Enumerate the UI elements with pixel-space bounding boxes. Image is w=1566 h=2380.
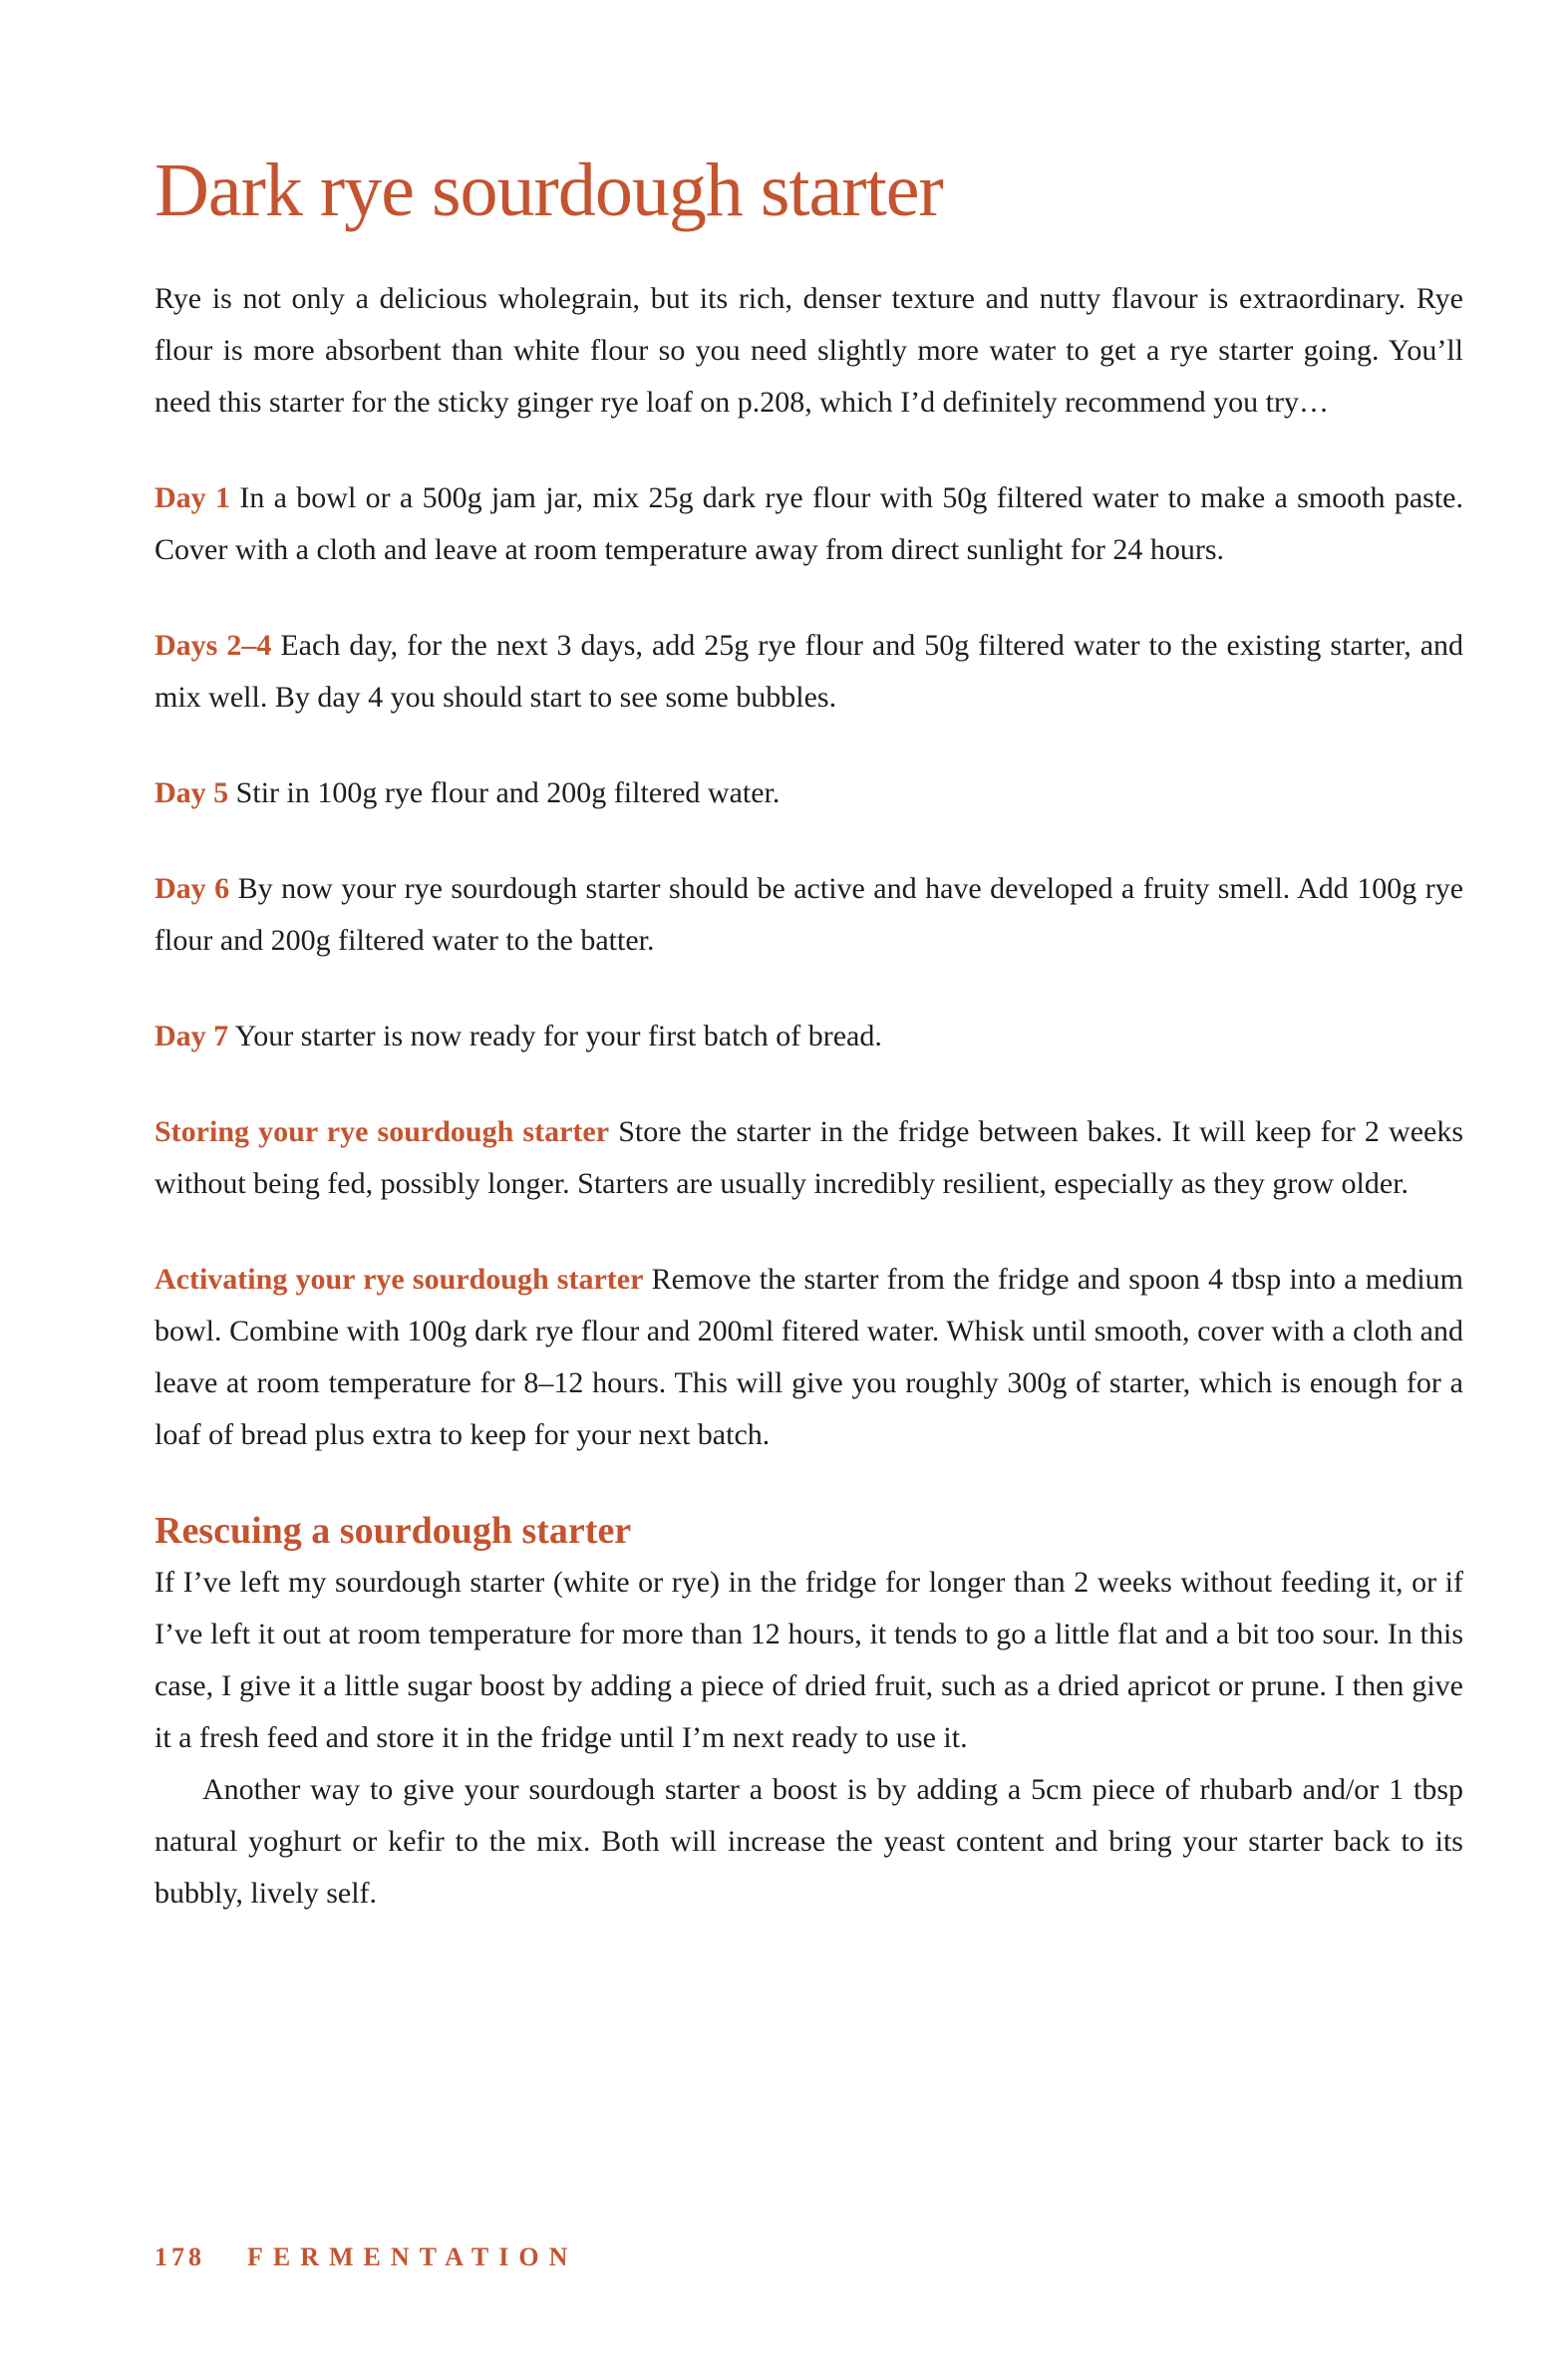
step-label-day-7: Day 7 [155, 1019, 229, 1052]
step-text-day-7: Your starter is now ready for your first batch of bread. [234, 1019, 882, 1052]
rescue-paragraph-2: Another way to give your sourdough starter a boost is by adding a 5cm piece of rhubarb and/or 1 tbsp natural yoghurt or kefir to the mix. Both will increase the yeast content and bring your starter back to its bubbly, lively self. [155, 1772, 1463, 1910]
step-label-day-1: Day 1 [155, 480, 230, 514]
rescue-paragraph-1: If I’ve left my sourdough starter (white or rye) in the fridge for longer than 2 weeks without feeding it, or if I’ve left it out at room temperature for more than 12 hours, it tends to go a little flat and a bit too sour. In this case, I give it a little sugar boost by adding a piece of dried fruit, such as a dried apricot or prune. I then give it a fresh feed and store it in the fridge until I’m next ready to use it. [155, 1565, 1463, 1754]
step-day-5 [155, 767, 1463, 819]
intro-paragraph: Rye is not only a delicious wholegrain, but its rich, denser texture and nutty flavour is extraordinary. Rye flour is more absorbent than white flour so you need slightly more water to get a rye starter going. You’ll need this starter for the sticky ginger rye loaf on p.208, which I’d definitely recommend you try… [155, 281, 1463, 419]
step-day-7 [155, 1011, 1463, 1062]
storing-text: Store the starter in the fridge between bakes. It will keep for 2 weeks without being fed, possibly longer. Starters are usually incredibly resilient, especially as they grow older. [155, 1114, 1463, 1200]
step-label-day-5: Day 5 [155, 775, 229, 809]
storing-label: Storing your rye sourdough starter [155, 1114, 610, 1148]
step-text-day-6: By now your rye sourdough starter should be active and have developed a fruity smell. Add 100g rye flour and 200g filtered water to the batter. [155, 871, 1464, 957]
step-day-1 [155, 472, 1463, 576]
step-days-2-4 [155, 620, 1463, 724]
step-text-day-1: In a bowl or a 500g jam jar, mix 25g dark rye flour with 50g filtered water to make a smooth paste. Cover with a cloth and leave at room temperature away from direct sunlight for 24 hours. [155, 480, 1463, 566]
step-label-day-6: Day 6 [155, 871, 230, 905]
step-label-days-2-4: Days 2–4 [155, 628, 272, 662]
section-name: FERMENTATION [247, 2242, 578, 2271]
storing-paragraph [155, 1106, 1463, 1210]
activating-label: Activating your rye sourdough starter [155, 1262, 644, 1296]
step-text-day-5: Stir in 100g rye flour and 200g filtered water. [235, 775, 781, 809]
activating-text: Remove the starter from the fridge and spoon 4 tbsp into a medium bowl. Combine with 100g dark rye flour and 200ml fitered water. Whisk until smooth, cover with a cloth and leave at room temperature for 8–12 hours. This will give you roughly 300g of starter, which is enough for a loaf of bread plus extra to keep for your next batch. [155, 1262, 1464, 1451]
step-day-6 [155, 863, 1463, 967]
activating-paragraph [155, 1254, 1463, 1461]
rescue-heading: Rescuing a sourdough starter [155, 1509, 632, 1552]
step-text-days-2-4: Each day, for the next 3 days, add 25g rye flour and 50g filtered water to the existing starter, and mix well. By day 4 you should start to see some bubbles. [155, 628, 1464, 714]
page-number: 178 [155, 2242, 205, 2271]
page-title: Dark rye sourdough starter [155, 149, 943, 232]
page-footer [155, 2242, 577, 2272]
